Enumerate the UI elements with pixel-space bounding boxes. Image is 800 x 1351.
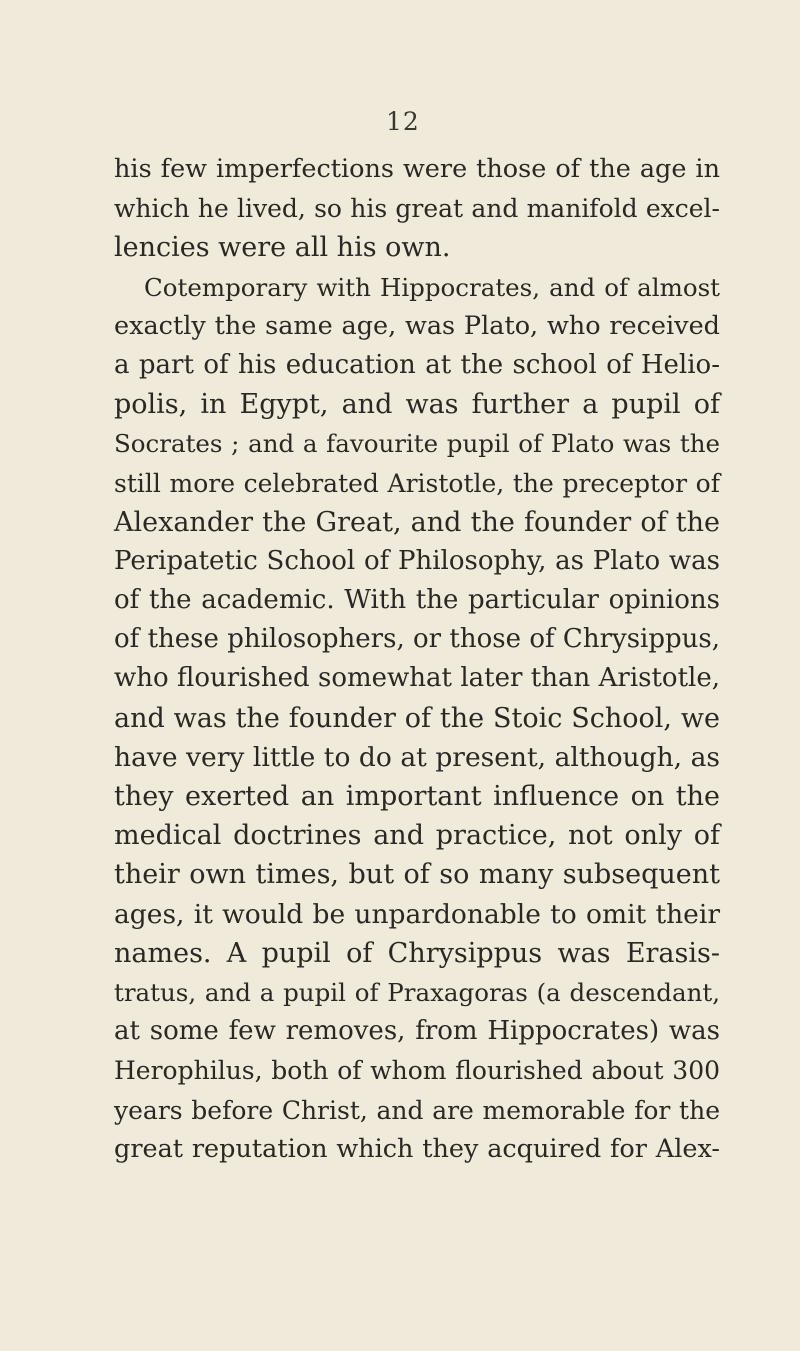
text-line: they exerted an important influence on the	[114, 781, 720, 812]
text-line: still more celebrated Aristotle, the preceptor of	[114, 468, 720, 498]
text-line: polis, in Egypt, and was further a pupil of	[114, 389, 720, 421]
text-line: his few imperfections were those of the age in	[114, 154, 720, 184]
text-line: Alexander the Great, and the founder of the	[114, 506, 720, 538]
text-line: years before Christ, and are memorable for the	[114, 1095, 720, 1125]
text-line: tratus, and a pupil of Praxagoras (a descendant,	[114, 977, 720, 1007]
text-line: lencies were all his own.	[114, 232, 451, 264]
text-line: Herophilus, both of whom flourished about 300	[114, 1056, 720, 1086]
text-line: a part of his education at the school of Helio-	[114, 349, 720, 380]
body-text	[114, 150, 720, 1169]
text-line: exactly the same age, was Plato, who received	[114, 310, 720, 341]
text-line: names. A pupil of Chrysippus was Erasis-	[114, 937, 720, 969]
page-number: 12	[386, 107, 420, 136]
text-line: at some few removes, from Hippocrates) was	[114, 1016, 720, 1047]
text-line: Socrates ; and a favourite pupil of Plato was the	[114, 429, 720, 459]
text-line: Peripatetic School of Philosophy, as Plato was	[114, 545, 720, 576]
text-line: have very little to do at present, although, as	[114, 741, 720, 773]
text-line: who flourished somewhat later than Aristotle,	[114, 663, 720, 694]
text-line: which he lived, so his great and manifold excel-	[114, 194, 720, 224]
text-line: great reputation which they acquired for Alex-	[114, 1133, 720, 1164]
text-line: medical doctrines and practice, not only of	[114, 820, 720, 852]
text-line: ages, it would be unpardonable to omit their	[114, 898, 720, 930]
text-line: of the academic. With the particular opinions	[114, 585, 720, 616]
text-line: Cotemporary with Hippocrates, and of almost	[144, 272, 720, 302]
text-line: and was the founder of the Stoic School, we	[114, 702, 720, 734]
text-line: their own times, but of so many subsequent	[114, 859, 720, 891]
text-line: of these philosophers, or those of Chrysippus,	[114, 624, 720, 655]
